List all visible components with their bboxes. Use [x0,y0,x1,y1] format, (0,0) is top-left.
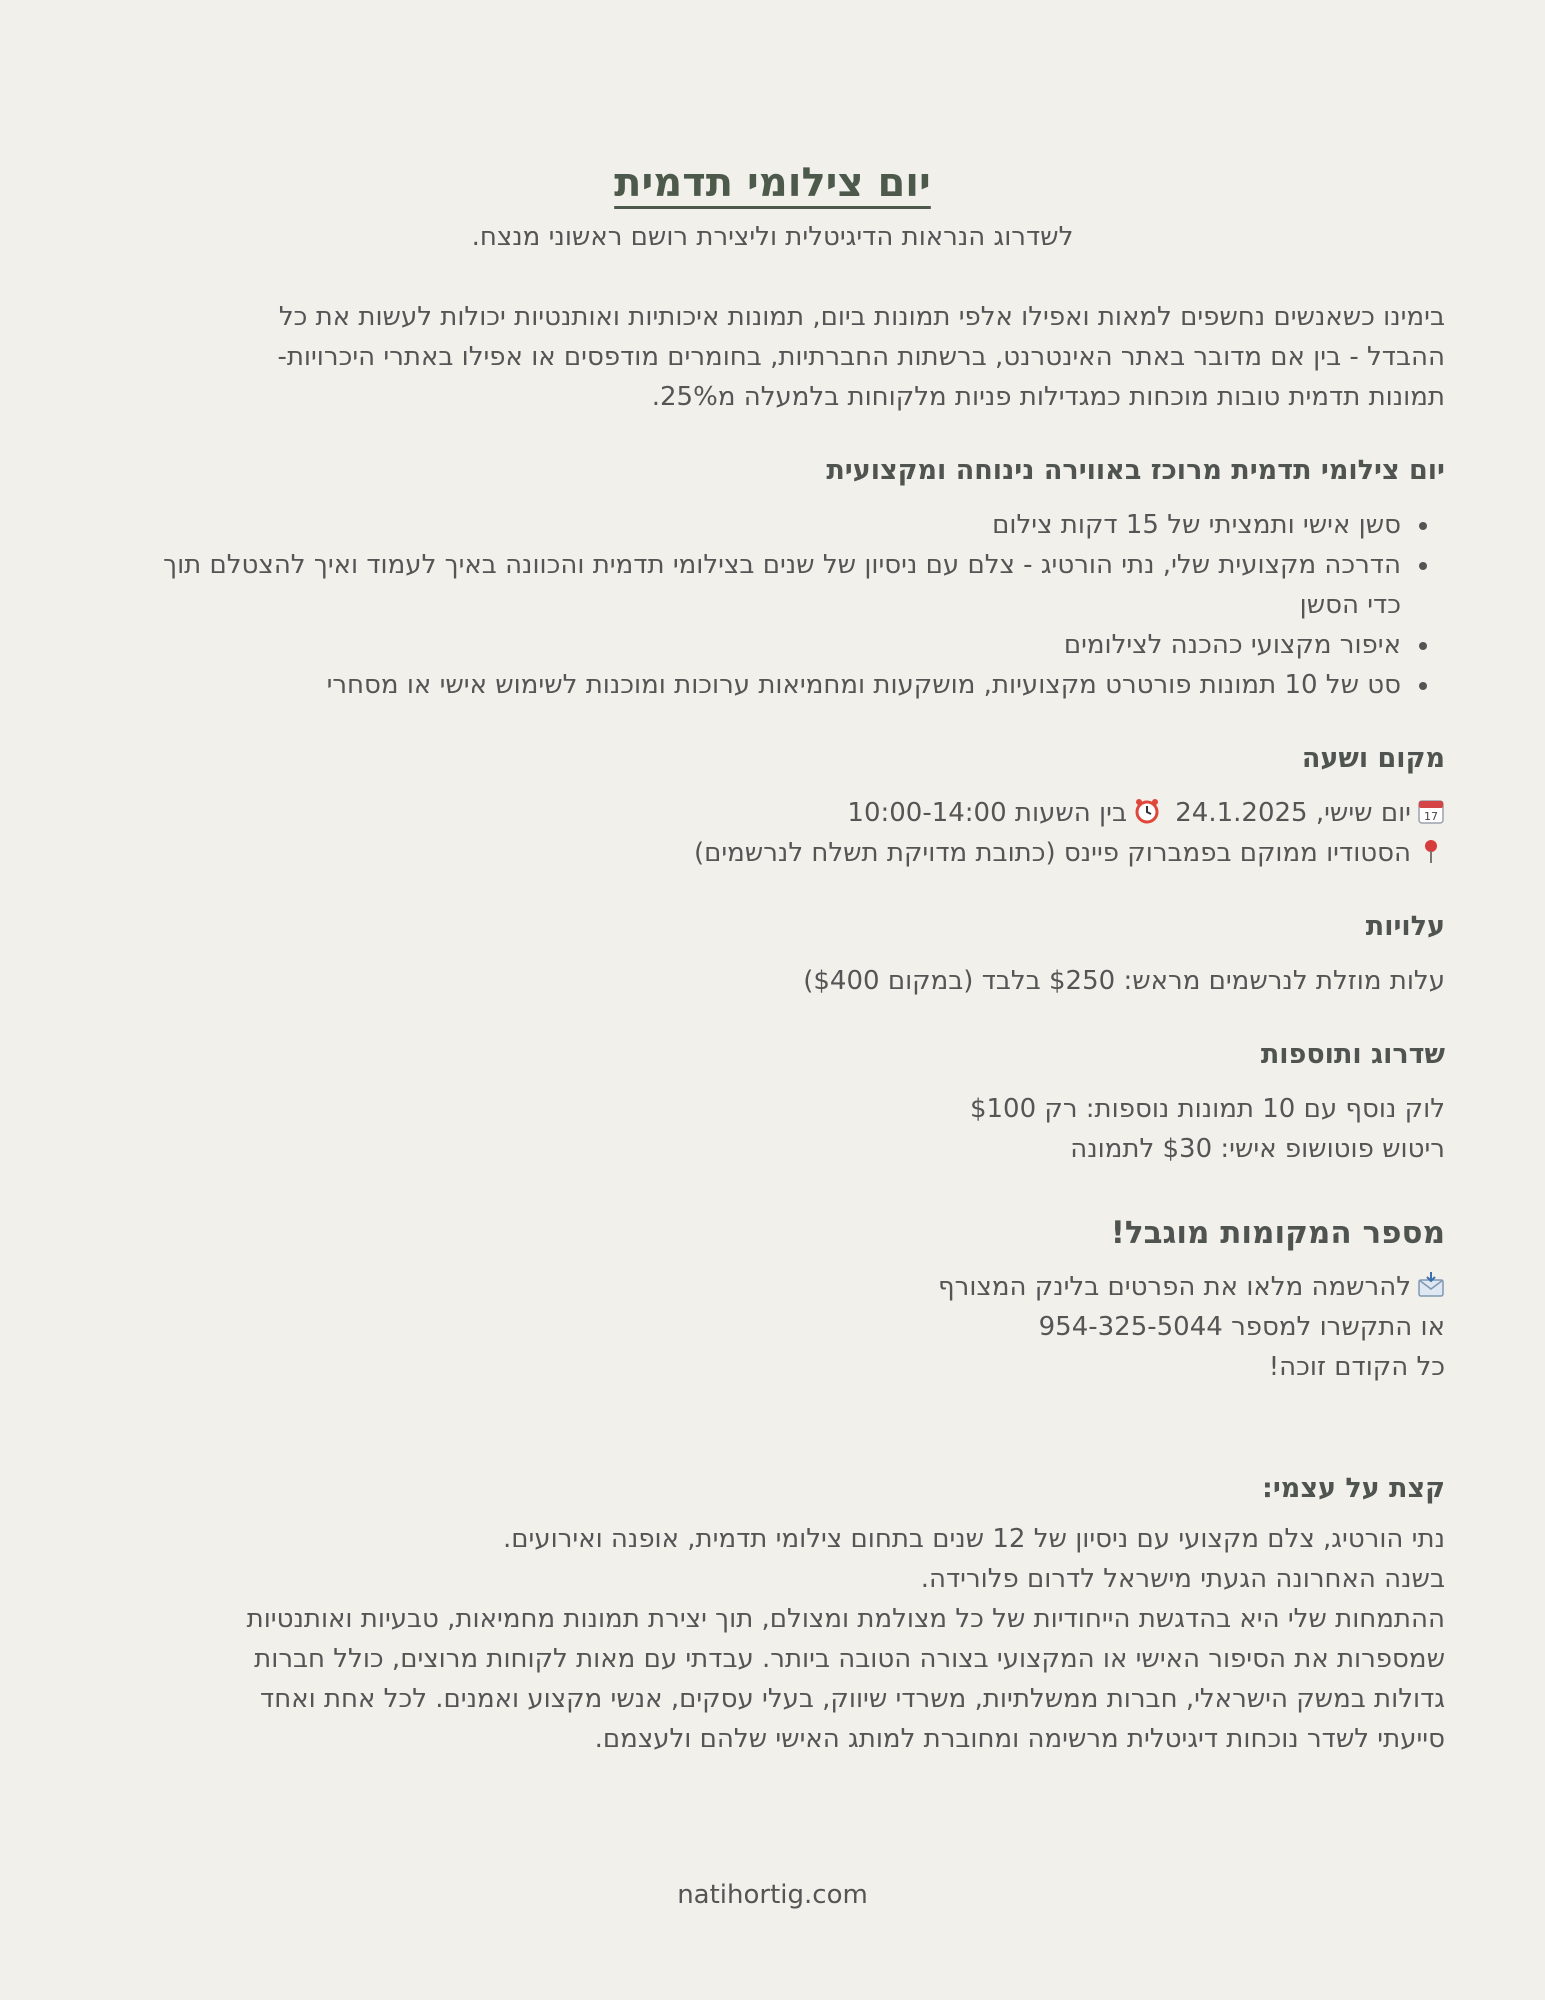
signup-link-text[interactable]: להרשמה מלאו את הפרטים בלינק המצורף [938,1272,1411,1302]
intro-paragraph [100,297,1445,417]
features-section [100,451,1445,705]
about-line: בשנה האחרונה הגעתי מישראל לדרום פלורידה. [920,1564,1445,1594]
upgrades-lines [100,1089,1445,1169]
flyer-content [100,155,1445,1759]
list-item: • איפור מקצועי כהכנה לצילומים [100,625,1405,665]
calendar-icon [1417,797,1445,825]
upgrade-line: לוק נוסף עם 10 תמונות נוספות: רק $100 [969,1094,1445,1124]
date-text: יום שישי, 24.1.2025 [1175,798,1411,828]
features-list [100,505,1445,705]
place-text: הסטודיו ממוקם בפמברוק פיינס (כתובת מדויקת תשלח לנרשמים) [693,838,1411,868]
alarm-clock-icon [1133,797,1161,825]
intro-line: ההבדל - בין אם מדובר באתר האינטרנט, ברשתות החברתיות, בחומרים מודפסים או אפילו באתרי היכרויות- [277,342,1445,372]
date-line [100,793,1445,833]
signup-heading: מספר המקומות מוגבל! [1110,1215,1445,1251]
time-text: בין השעות 10:00-14:00 [847,798,1127,828]
footer-website[interactable]: natihortig.com [677,1880,868,1910]
location-heading: מקום ושעה [1301,743,1445,774]
signup-lines [100,1267,1445,1387]
place-line [100,833,1445,873]
signup-link-line [100,1267,1445,1307]
about-line: נתי הורטיג, צלם מקצועי עם ניסיון של 12 שנים בתחום צילומי תדמית, אופנה ואירועים. [503,1524,1445,1554]
location-section [100,739,1445,873]
about-paragraph [60,1519,1445,1759]
page-title: יום צילומי תדמית [614,160,931,206]
list-item: • סשן אישי ותמציתי של 15 דקות צילום [100,505,1405,545]
about-section [100,1469,1445,1759]
page-subtitle: לשדרוג הנראות הדיגיטלית וליצירת רושם ראשוני מנצח. [471,222,1074,252]
svg-text:17: 17 [1424,810,1438,823]
list-item: • הדרכה מקצועית שלי, נתי הורטיג - צלם עם ניסיון של שנים בצילומי תדמית והכוונה באיך לעמוד ואיך להצטלם תוך כדי הסשן [100,545,1405,625]
upgrades-heading: שדרוג ותוספות [1260,1039,1445,1070]
intro-line: בימינו כשאנשים נחשפים למאות ואפילו אלפי תמונות ביום, תמונות איכותיות ואותנטיות יכולות לעשות את כל [278,302,1445,332]
about-heading: קצת על עצמי: [1262,1473,1445,1504]
costs-section [100,907,1445,1001]
about-line: ההתמחות שלי היא בהדגשת הייחודיות של כל מצולמת ומצולם, תוך יצירת תמונות מחמיאות, טבעיות ואותנטיות [246,1604,1445,1634]
location-pin-icon [1417,837,1445,865]
signup-section [100,1213,1445,1387]
intro-line: תמונות תדמית טובות מוכחות כמגדילות פניות מלקוחות בלמעלה מ25%. [651,382,1445,412]
about-line: גדולות במשק הישראלי, חברות ממשלתיות, משרדי שיווק, בעלי עסקים, אנשי מקצוע ואמנים. לכל אחת ואחד [260,1684,1445,1714]
list-item: • סט של 10 תמונות פורטרט מקצועיות, מושקעות ומחמיאות ערוכות ומוכנות לשימוש אישי או מסחרי [100,665,1405,705]
upgrade-line: ריטוש פוטושופ אישי: $30 לתמונה [1070,1134,1445,1164]
about-line: שמספרות את הסיפור האישי או המקצועי בצורה הטובה ביותר. עבדתי עם מאות לקוחות מרוצים, כולל חברות [254,1644,1445,1674]
costs-heading: עלויות [1365,911,1445,942]
upgrades-section [100,1035,1445,1169]
cost-line: עלות מוזלת לנרשמים מראש: $250 בלבד (במקום $400) [803,966,1445,996]
phone-line[interactable]: או התקשרו למספר 954-325-5044 [1038,1312,1445,1342]
about-line: סייעתי לשדר נוכחות דיגיטלית מרשימה ומחוברת למותג האישי שלהם ולעצמם. [594,1724,1445,1754]
features-heading: יום צילומי תדמית מרוכז באווירה נינוחה ומקצועית [826,455,1445,486]
first-come-line: כל הקודם זוכה! [1268,1352,1445,1382]
envelope-icon [1417,1271,1445,1299]
